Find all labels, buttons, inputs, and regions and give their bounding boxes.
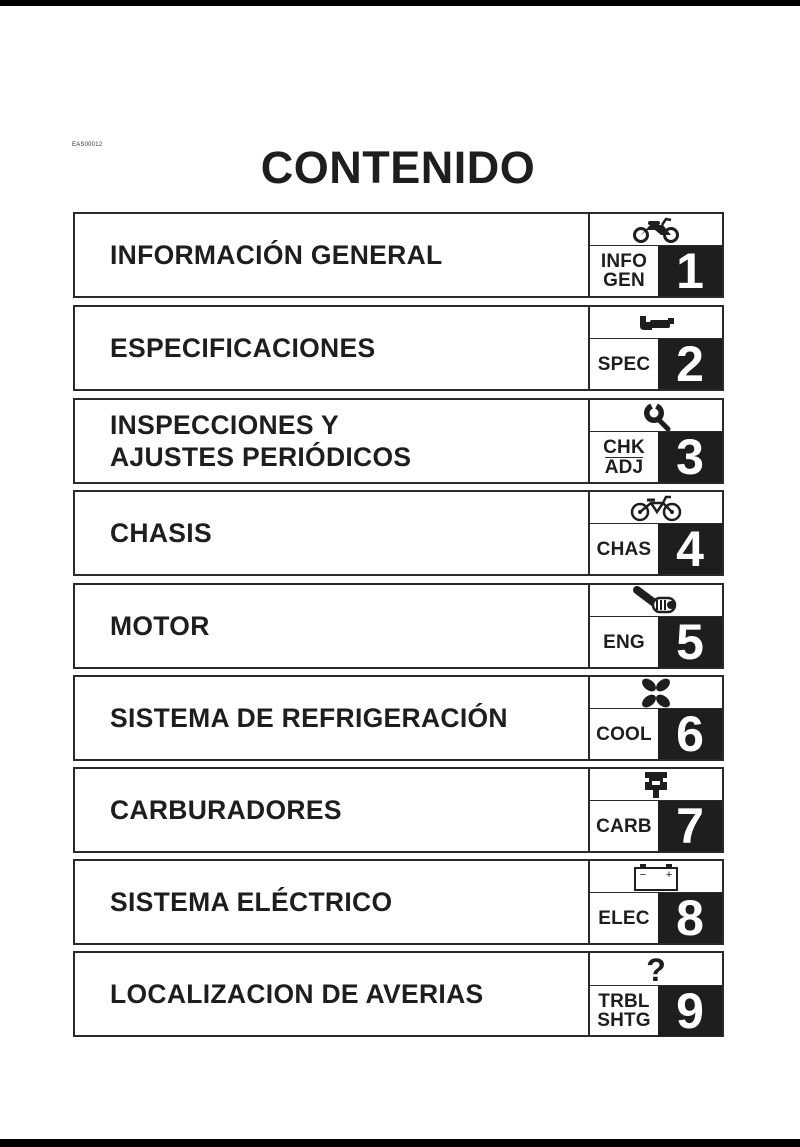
battery-minus-sign: − [639, 868, 647, 881]
section-title: LOCALIZACION DE AVERIAS [110, 979, 484, 1009]
page-bottom-edge [0, 1139, 800, 1147]
motorcycle-icon [590, 214, 722, 245]
wrench-icon [590, 307, 722, 338]
section-title: SISTEMA DE REFRIGERACIÓN [110, 703, 508, 733]
section-abbreviation: ELEC [598, 907, 650, 929]
section-title: MOTOR [110, 611, 210, 641]
section-number: 4 [658, 524, 722, 574]
section-abbreviation: COOL [596, 723, 652, 745]
toc-row-chasis[interactable] [73, 490, 724, 576]
toc-row-electrico[interactable] [73, 859, 724, 945]
battery-plus-sign: + [665, 868, 673, 881]
page-top-edge [0, 0, 800, 6]
toc-row-carburadores[interactable] [73, 767, 724, 853]
fan-icon [590, 677, 722, 708]
section-title: CHASIS [110, 518, 212, 548]
section-number: 1 [658, 246, 722, 296]
section-abbreviation: INFO GEN [600, 251, 648, 291]
toc-row-refrigeracion[interactable] [73, 675, 724, 761]
section-abbreviation: TRBL SHTG [597, 991, 651, 1031]
section-abbreviation: CHAS [596, 538, 652, 560]
section-number: 5 [658, 617, 722, 667]
section-abbreviation: CARB [596, 815, 652, 837]
section-tab [588, 769, 722, 854]
section-tab [588, 953, 722, 1039]
spanner-icon [590, 400, 722, 431]
battery-icon [590, 861, 722, 892]
page-title: CONTENIDO [260, 142, 536, 193]
section-abbreviation: CHK ADJ [603, 436, 645, 478]
toc-row-informacion-general[interactable] [73, 212, 724, 298]
question-icon [590, 953, 722, 985]
question-mark: ? [646, 953, 666, 985]
toc-row-motor[interactable] [73, 583, 724, 669]
carburetor-icon [590, 769, 722, 800]
section-number: 8 [658, 893, 722, 943]
toc-row-inspecciones-ajustes[interactable] [73, 398, 724, 484]
section-title: SISTEMA ELÉCTRICO [110, 887, 393, 917]
section-tab [588, 307, 722, 392]
document-code: EAS00012 [72, 142, 103, 148]
section-tab [588, 861, 722, 946]
toc-row-especificaciones[interactable] [73, 305, 724, 391]
bicycle-icon [590, 492, 722, 523]
section-title: ESPECIFICACIONES [110, 333, 376, 363]
section-number: 2 [658, 339, 722, 389]
section-number: 7 [658, 801, 722, 851]
section-number: 6 [658, 709, 722, 759]
section-title: CARBURADORES [110, 795, 342, 825]
section-tab [588, 492, 722, 577]
section-number: 3 [658, 432, 722, 482]
section-title: INFORMACIÓN GENERAL [110, 240, 443, 270]
section-abbreviation: SPEC [597, 353, 651, 375]
section-tab [588, 585, 722, 670]
engine-icon [590, 585, 722, 616]
section-tab [588, 400, 722, 485]
section-title: INSPECCIONES Y AJUSTES PERIÓDICOS [110, 410, 412, 472]
section-tab [588, 214, 722, 299]
section-tab [588, 677, 722, 762]
section-abbreviation: ENG [603, 631, 645, 653]
section-number: 9 [658, 986, 722, 1036]
toc-row-averias[interactable] [73, 951, 724, 1037]
